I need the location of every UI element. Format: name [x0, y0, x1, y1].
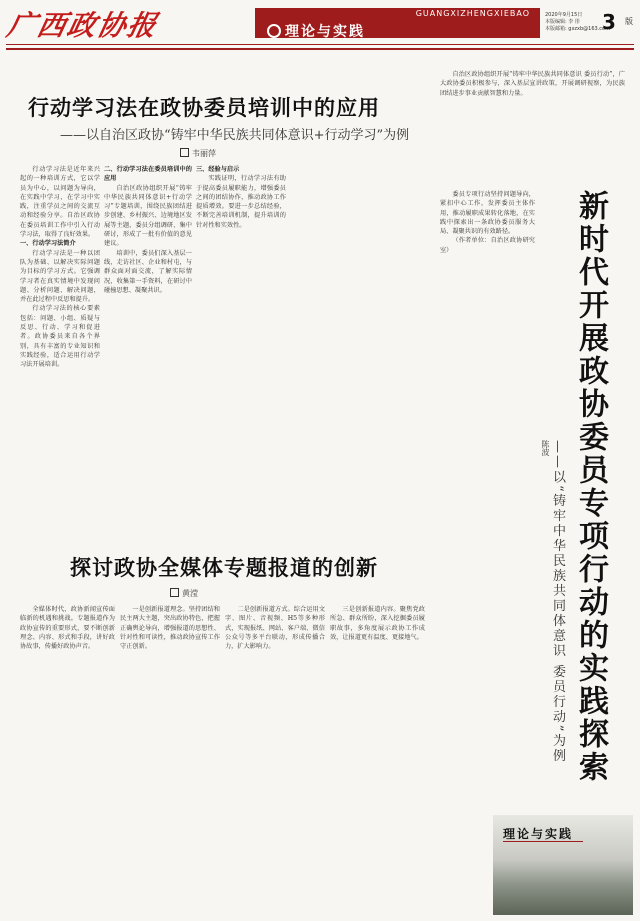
article3-column-1: 委员专项行动坚持问题导向，紧扣中心工作，发挥委员主体作用，推动履职成果转化落地，在实践中探索出一条政协委员服务大局、凝聚共识的有效路径。 （作者单位：自治区政协研究室）: [440, 191, 535, 254]
pinyin-title: GUANGXIZHENGXIEBAO: [415, 9, 530, 18]
issue-editor: 本版编辑: 李 彤: [545, 19, 580, 25]
article1-subhead: ——以自治区政协“铸牢中华民族共同体意识+行动学习”为例: [60, 128, 410, 143]
issue-info: [545, 12, 610, 33]
article2-column-2: 一是创新报道理念。坚持团结和民主两大主题，突出政协特色，把握正确舆论导向，增强报道的思想性、针对性和可读性，推动政协宣传工作守正创新。: [120, 606, 220, 651]
article1-headline: 行动学习法在政协委员培训中的应用: [28, 96, 380, 120]
article2-column-1: 全媒体时代，政协新闻宣传面临新的机遇和挑战。专题报道作为政协宣传的重要形式，要不断创新理念、内容、形式和手段，讲好政协故事，传播好政协声音。: [20, 606, 115, 651]
page-label: 版: [625, 17, 633, 26]
issue-email: 本版邮箱: gxzxb@163.com: [545, 26, 610, 32]
masthead-rule-thick: [6, 48, 634, 50]
issue-date: 2020年9月15日: [545, 12, 583, 18]
article3-top-text: 自治区政协组织开展“铸牢中华民族共同体意识 委员行动”，广大政协委员积极参与，深入基层宣讲政策，开展调研视察，为民族团结进步事业贡献智慧和力量。: [440, 71, 625, 97]
footer-banner-label: 理论与实践: [503, 827, 574, 841]
page-number: 3: [602, 10, 616, 34]
footer-photo: [493, 815, 633, 915]
section-banner: [255, 8, 540, 38]
section-title: 理论与实践: [285, 21, 365, 41]
footer-banner-rule: [503, 841, 583, 842]
article3-byline: 陈波: [541, 440, 550, 456]
article2-column-4: 三是创新报道内容。聚焦党政所急、群众所盼，深入挖掘委员履职故事，多角度展示政协工作成效，让报道更有温度、更接地气。: [330, 606, 425, 641]
article2-byline: 黄滢: [170, 588, 198, 599]
article1-byline: 韦丽萍: [180, 148, 216, 159]
article2-column-3: 二是创新报道方式。综合运用文字、图片、音视频、H5等多种形式，实现报纸、网站、客户端、微信公众号等多平台联动，形成传播合力，扩大影响力。: [225, 606, 325, 651]
newspaper-logo: 广西政协报: [4, 9, 162, 42]
article1-column-2: 二、行动学习法在委员培训中的应用 自治区政协组织开展“铸牢中华民族共同体意识+行动学习”专题培训，围绕民族团结进步创建、乡村振兴、边境地区发展等主题，委员分组调研、集中研讨，形成了一批有价值的意见建议。 培训中，委员们深入基层一线，走访社区、企业和村屯，与群众面对面交流，了解实际情况，收集第一手资料，在研讨中碰撞思想、凝聚共识。: [104, 166, 192, 294]
article1-column-1: 行动学习法是近年来兴起的一种培训方式，它以学员为中心，以问题为导向，在实践中学习，在学习中实践，注重学员之间的交流互动和经验分享。自治区政协在委员培训工作中引入行动学习法，取得了良好效果。 一、行动学习法简介 行动学习法是一种以团队为基础、以解决实际问题为目标的学习方式。它强调学习者在真实情境中发现问题、分析问题、解决问题，并在此过程中反思和提升。 行动学习法的核心要素包括：问题、小组、质疑与反思、行动、学习和促进者。政协委员来自各个界别，具有丰富的专业知识和实践经验，适合运用行动学习法开展培训。: [20, 166, 100, 369]
article3-title: 新时代开展政协委员专项行动的实践探索: [573, 190, 608, 784]
article3-subtitle: ——以“铸牢中华民族共同体意识 委员行动”为例: [550, 440, 565, 764]
article2-headline: 探讨政协全媒体专题报道的创新: [70, 556, 378, 580]
article1-column-3: 三、经验与启示 实践证明，行动学习法有助于提高委员履职能力，增强委员之间的团结协作，推动政协工作提质增效。要进一步总结经验，不断完善培训机制，提升培训的针对性和实效性。: [196, 166, 286, 229]
masthead: [0, 0, 640, 64]
masthead-rule: [6, 44, 634, 45]
